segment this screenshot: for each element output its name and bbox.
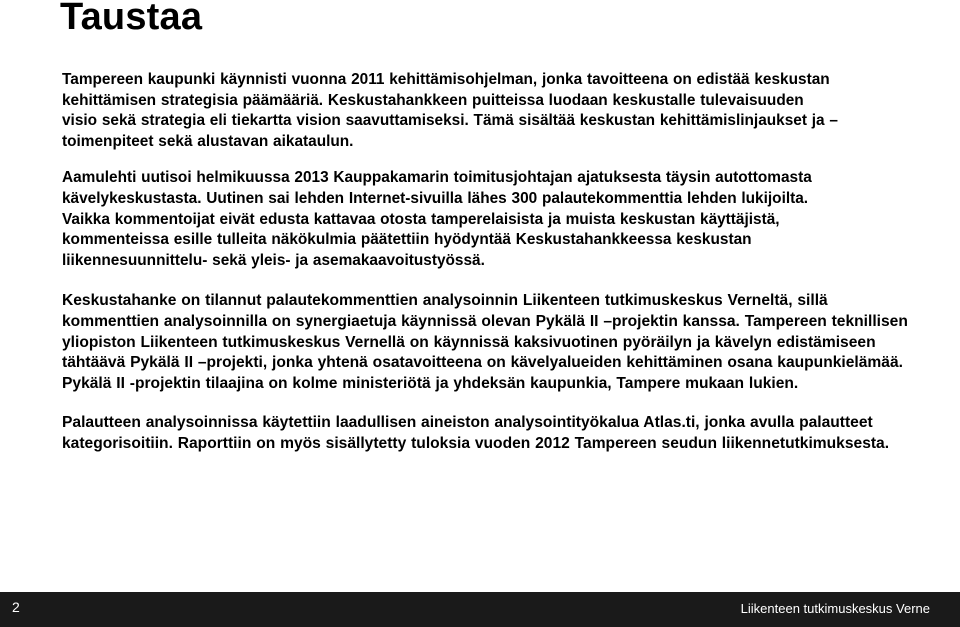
- paragraph-background: Tampereen kaupunki käynnisti vuonna 2011 kehittämisohjelman, jonka tavoitteena on edistää keskustan kehittämisen strategisia päämääriä. Keskustahankkeen puitteissa luodaan keskustalle tulevaisuuden visio sekä strategia eli tiekartta vision saavuttamiseksi. Tämä sisältää keskustan kehittämislinjaukset ja – toimenpiteet sekä alustavan aikataulun.: [62, 71, 838, 150]
- footer-bar: [0, 592, 960, 627]
- page-number: 2: [12, 599, 20, 615]
- body-text: [62, 70, 920, 455]
- paragraph-method: Palautteen analysoinnissa käytettiin laadullisen aineiston analysointityökalua Atlas.ti, jonka avulla palautteet kategorisoitiin. Raporttiin on myös sisällytetty tuloksia vuoden 2012 Tampereen seudun liikennetutkimuksesta.: [62, 414, 890, 452]
- page-title: Taustaa: [60, 0, 203, 38]
- paragraph-commission: Keskustahanke on tilannut palautekommenttien analysoinnin Liikenteen tutkimuskeskus Verneltä, sillä kommenttien analysoinnilla on synergiaetuja käynnissä olevan Pykälä II –projektin kanssa. Tampereen teknillisen yliopiston Liikenteen tutkimuskeskus Vernellä on käynnissä kaksivuotinen pyöräilyn ja kävelyn edistämiseen tähtäävä Pykälä II –projekti, jonka yhtenä osatavoitteena on kävelyalueiden kehittäminen osana kaupunkielämää. Pykälä II -projektin tilaajina on kolme ministeriötä ja yhdeksän kaupunkia, Tampere mukaan lukien.: [62, 292, 908, 392]
- footer-organization: Liikenteen tutkimuskeskus Verne: [740, 601, 930, 616]
- paragraph-news: Aamulehti uutisoi helmikuussa 2013 Kauppakamarin toimitusjohtajan ajatuksesta täysin autottomasta kävelykeskustasta. Uutinen sai lehden Internet-sivuilla lähes 300 palautekommenttia lehden lukijoilta. Vaikka kommentoijat eivät edusta kattavaa otosta tamperelaisista ja muista keskustan käyttäjistä, kommenteissa esille tulleita näkökulmia päätettiin hyödyntää Keskustahankkeessa keskustan liikennesuunnittelu- sekä yleis- ja asemakaavoitustyössä.: [62, 169, 812, 269]
